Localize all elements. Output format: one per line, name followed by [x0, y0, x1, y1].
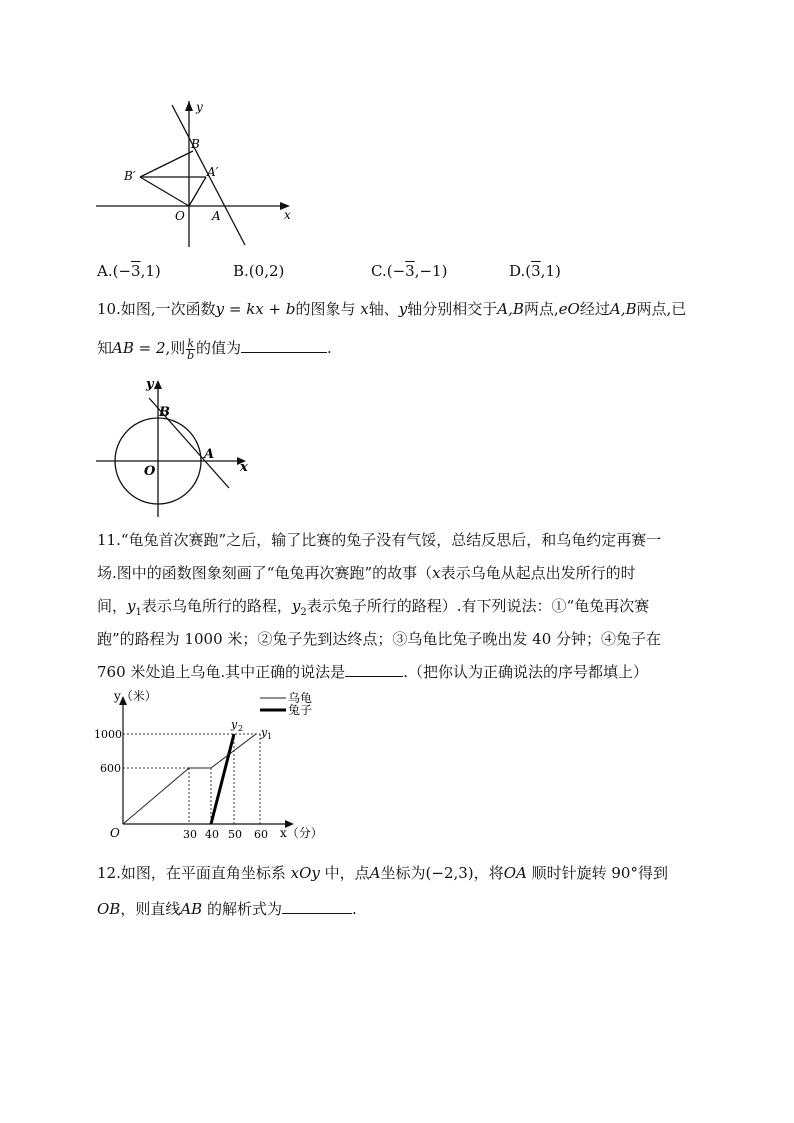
- origin-label: O: [144, 464, 156, 479]
- q12-line1: 12.如图，在平面直角坐标系 xOy 中，点A坐标为(−2,3)，将OA 顺时针旋转 90°得到: [97, 864, 668, 882]
- origin-label: O: [175, 209, 185, 223]
- y-tick-1000: 1000: [94, 728, 122, 741]
- q10-figure: [92, 372, 257, 522]
- y-label: y: [196, 100, 203, 114]
- legend-tortoise: 乌龟: [288, 691, 313, 705]
- aprime-label: A′: [207, 165, 219, 179]
- bprime-label: B′: [124, 169, 136, 183]
- x-tick-60: 60: [254, 828, 268, 841]
- segment-bp-o: [140, 177, 189, 206]
- q12-line2: OB，则直线AB 的解析式为 .: [97, 900, 357, 918]
- tortoise-line: [123, 734, 256, 824]
- q11-line1: 11.“龟兔首次赛跑”之后，输了比赛的兔子没有气馁，总结反思后，和乌龟约定再赛一: [97, 531, 662, 549]
- x-tick-30: 30: [183, 828, 197, 841]
- option-d[interactable]: D.(3,1): [509, 262, 561, 280]
- y2-subscript: 2: [238, 724, 244, 733]
- answer-blank-q10[interactable]: [241, 338, 327, 353]
- answer-blank-q11[interactable]: [345, 662, 403, 677]
- x-axis-label: x（分）: [280, 826, 323, 840]
- a-label: A: [204, 447, 215, 462]
- option-b[interactable]: B.(0,2): [233, 262, 285, 280]
- y1-subscript: 1: [267, 732, 273, 741]
- q10-line2: 知AB = 2,则 $\frac{k}{b}$ 的值为 .: [97, 336, 332, 362]
- y-arrow-icon: [154, 380, 162, 389]
- q11-line2: 场.图中的函数图象刻画了“龟兔再次赛跑”的故事（x表示乌龟从起点出发所行的时: [97, 564, 636, 582]
- option-a[interactable]: A.(−3,1): [97, 262, 161, 280]
- x-tick-50: 50: [228, 828, 242, 841]
- y-label: y: [146, 377, 154, 392]
- origin-label: O: [110, 826, 120, 840]
- a-label: A: [212, 209, 221, 223]
- y-tick-600: 600: [100, 762, 121, 775]
- y-axis-label: y（米）: [114, 689, 157, 703]
- y-arrow-icon: [185, 101, 193, 111]
- legend-hare: 兔子: [288, 703, 313, 717]
- q11-line3: 间，$y_1$表示乌龟所行的路程，$y_2$表示兔子所行的路程）.有下列说法：①“龟兔再次赛: [97, 597, 650, 618]
- q10-line1: 10.如图,一次函数y = kx + b的图象与 x轴、y轴分别相交于A,B两点,eO经过A,B两点,已: [97, 300, 687, 318]
- segment-bp-b: [140, 151, 193, 177]
- answer-blank-q12[interactable]: [282, 899, 352, 914]
- q9-figure: [90, 95, 300, 255]
- option-c[interactable]: C.(−3,−1): [371, 262, 448, 280]
- x-label: x: [240, 460, 248, 475]
- y1-label: y: [261, 726, 268, 739]
- x-label: x: [284, 208, 291, 222]
- q11-line5: 760 米处追上乌龟.其中正确的说法是 .（把你认为正确说法的序号都填上）: [97, 663, 648, 681]
- q11-line4: 跑”的路程为 1000 米；②兔子先到达终点；③乌龟比兔子晚出发 40 分钟；④兔子在: [97, 630, 662, 648]
- x-tick-40: 40: [205, 828, 219, 841]
- race-graph: [90, 686, 350, 846]
- b-label: B: [191, 137, 200, 151]
- b-label: B: [159, 405, 170, 420]
- hare-line: [211, 734, 234, 824]
- segment-o-ap: [189, 177, 206, 206]
- y2-label: y: [231, 718, 238, 731]
- fraction-k-over-b: $\frac{k}{b}$: [187, 336, 195, 362]
